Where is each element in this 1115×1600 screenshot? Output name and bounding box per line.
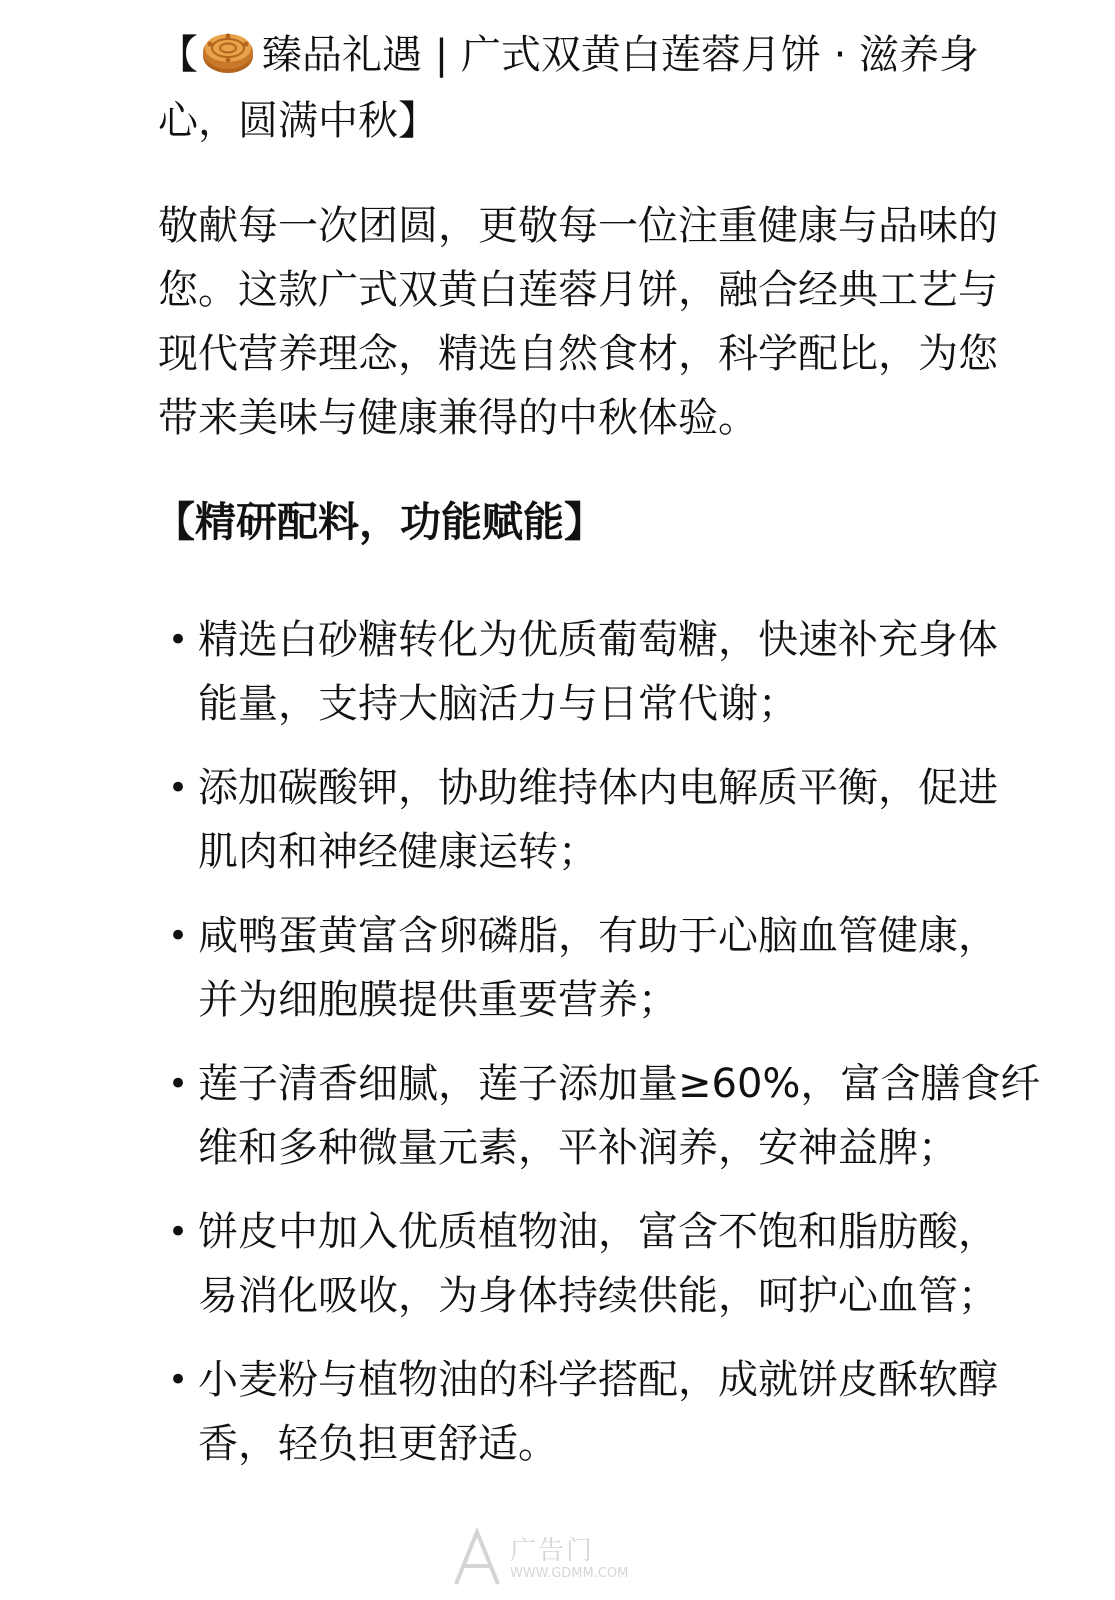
intro-paragraph: 敬献每一次团圆，更敬每一位注重健康与品味的您。这款广式双黄白莲蓉月饼，融合经典工艺与现代营养理念，精选自然食材，科学配比，为您带来美味与健康兼得的中秋体验。	[158, 203, 998, 441]
feature-list	[158, 608, 1058, 1476]
list-item	[158, 1348, 1058, 1476]
bullet-icon: •	[168, 1360, 189, 1400]
feature-text: 小麦粉与植物油的科学搭配，成就饼皮酥软醇香，轻负担更舒适。	[198, 1357, 998, 1467]
watermark	[450, 1528, 650, 1594]
title-open-bracket: 【	[158, 32, 198, 78]
section-heading: 【精研配料，功能赋能】	[154, 498, 605, 546]
feature-text: 精选白砂糖转化为优质葡萄糖，快速补充身体能量，支持大脑活力与日常代谢；	[198, 617, 998, 727]
list-item	[158, 1200, 1058, 1328]
bullet-icon: •	[168, 620, 189, 660]
list-item	[158, 756, 1058, 884]
bullet-icon: •	[168, 1064, 189, 1104]
list-item	[158, 608, 1058, 736]
watermark-url: WWW.GDMM.COM	[510, 1566, 629, 1581]
title-text: 臻品礼遇 | 广式双黄白莲蓉月饼 · 滋养身心，圆满中秋】	[158, 32, 980, 144]
feature-text: 莲子清香细腻，莲子添加量≥60%，富含膳食纤维和多种微量元素，平补润养，安神益脾；	[198, 1061, 1041, 1171]
feature-text: 添加碳酸钾，协助维持体内电解质平衡，促进肌肉和神经健康运转；	[198, 765, 998, 875]
bullet-icon: •	[168, 768, 189, 808]
article-title	[158, 22, 1018, 154]
mooncake-icon	[200, 26, 256, 76]
feature-text: 咸鸭蛋黄富含卵磷脂，有助于心脑血管健康，并为细胞膜提供重要营养；	[198, 913, 998, 1023]
list-item	[158, 1052, 1098, 1180]
bullet-icon: •	[168, 916, 189, 956]
watermark-text: 广告门	[510, 1536, 595, 1566]
list-item	[158, 904, 1058, 1032]
watermark-logo-icon	[450, 1528, 504, 1588]
bullet-icon: •	[168, 1212, 189, 1252]
article	[154, 22, 1058, 1496]
feature-text: 饼皮中加入优质植物油，富含不饱和脂肪酸，易消化吸收，为身体持续供能，呵护心血管；	[198, 1209, 998, 1319]
